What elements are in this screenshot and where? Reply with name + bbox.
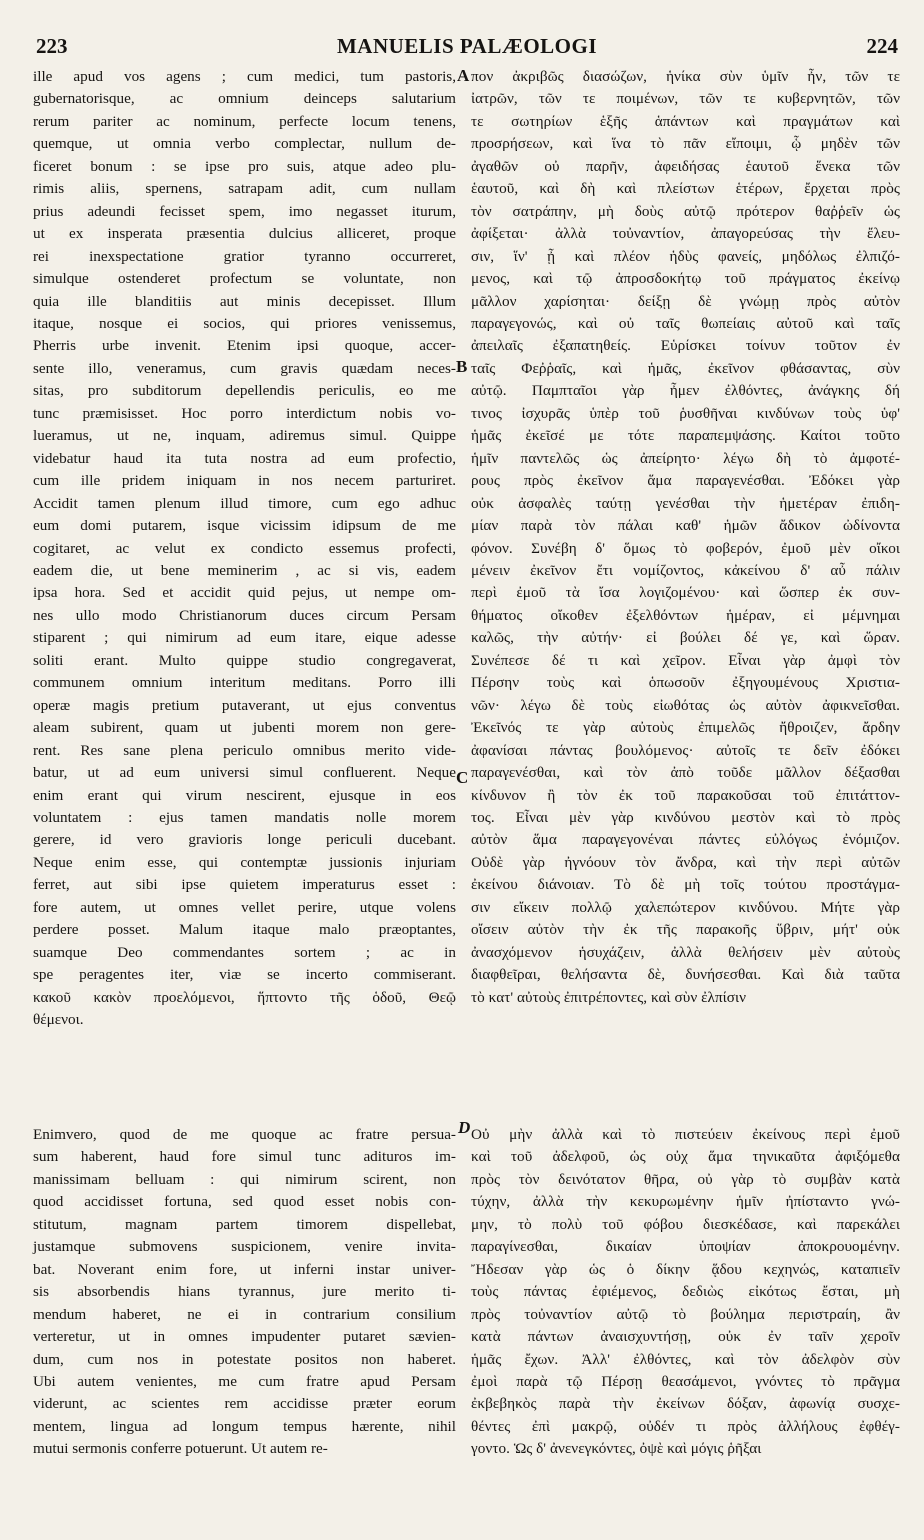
text-line: καλῶς, τὴν αὐτήν· εἰ βούλει δέ γε, καὶ ὥραν. <box>471 629 900 647</box>
text-line: τύχην, ἀλλὰ τὴν κεκυρωμένην ἡμῖν ἠπίσταντο γνώ- <box>471 1193 900 1211</box>
text-line: tunc præmisisset. Hoc porro interdictum nobis vo- <box>33 404 456 422</box>
text-line: σιν, ἵν' ᾖ καὶ πλέον ἡδὺς φανείς, μηδόλως ἐλπιζό- <box>471 247 900 265</box>
text-line: ἐκείνου διάνοιαν. Τὸ δὲ μὴ τοῖς τούτου προστάγμα- <box>471 876 900 894</box>
text-line: sis absorbendis hians tyrannus, jure merito ti- <box>33 1283 456 1301</box>
margin-letter-b: B <box>456 357 468 376</box>
text-line: Συνέπεσε δέ τι καὶ χεῖρον. Εἶναι γὰρ ἀμφὶ τὸν <box>471 651 900 669</box>
text-line: μᾶλλον χαρίσηται· δείξῃ δὲ γνώμῃ πρὸς αὐτὸν <box>471 292 900 310</box>
text-line: διαφθεῖραι, θελήσαντα δὲ, δυνήσεσθαι. Καὶ διὰ ταῦτα <box>471 966 900 984</box>
text-line: ἀφίξεται· ἀλλὰ τοὐναντίον, ἀπαγορεύσας τὴν ἔλευ- <box>471 225 900 243</box>
text-line: παραγίνεσθαι, δικαίαν ὑποψίαν ἀποκρουομένην. <box>471 1238 900 1256</box>
text-line: καὶ τοῦ ἀδελφοῦ, ὡς οὐχ ἅμα τηνικαῦτα ἀφιξόμεθα <box>471 1148 900 1166</box>
text-line: sente illo, veneramus, cum gravis quædam neces- <box>33 359 456 377</box>
text-line: enim erant qui virum nescirent, ejusque in eos <box>33 786 456 804</box>
text-line: manissimam belluam : qui nimirum scirent, non <box>33 1170 456 1188</box>
text-line: προσρήσεων, καὶ ἵνα τὸ πᾶν εἴποιμι, ᾧ μηδὲν τῶν <box>471 135 900 153</box>
text-line: eadem die, ut bene meminerim , ac si vis, eadem <box>33 561 456 579</box>
text-line: quemque, ut omnia verbo complectar, nullum de- <box>33 135 456 153</box>
text-line: quod accidisset fortuna, sed quod esset nobis con- <box>33 1193 456 1211</box>
text-line: ἰατρῶν, τῶν τε ποιμένων, τῶν τε κυβερνητῶν, τῶν <box>471 90 900 108</box>
text-line: ρους πρὸς ἐκεῖνον ἅμα παραγενέσθαι. Ἐδόκει γὰρ <box>471 472 900 490</box>
text-line: θέμενοι. <box>33 1011 84 1029</box>
text-line: κατὰ πάντων ἀναισχυντήσῃ, οὐκ ἐν ταῖν χεροῖν <box>471 1328 900 1346</box>
text-line: bat. Noverant enim fore, ut inferni instar univer- <box>33 1260 456 1278</box>
text-line: γοντο. Ὡς δ' ἀνενεγκόντες, ὀψὲ καὶ μόγις ῥῆξαι <box>471 1440 762 1458</box>
text-line: aleam subirent, quam ut jubenti morem non gere- <box>33 719 456 737</box>
text-line: κακοῦ κακὸν προελόμενοι, ἥπτοντο τῆς ὁδοῦ, Θεῷ <box>33 988 456 1006</box>
text-line: videbatur haud ita tuta nostra ad eum profectio, <box>33 449 456 467</box>
text-line: ἑαυτοῦ, καὶ δὴ καὶ πλείστων ἑτέρων, ἔρχεται πρὸς <box>471 180 900 198</box>
running-title: MANUELIS PALÆOLOGI <box>336 34 598 58</box>
text-line: μένειν ἐκεῖνον ἔτι νομίζοντος, κἀκείνου δ' αὖ πάλιν <box>471 561 900 579</box>
text-line: Οὐ μὴν ἀλλὰ καὶ τὸ πιστεύειν ἐκείνους περὶ ἐμοῦ <box>471 1126 900 1143</box>
text-line: sum haberent, haud fore simul tunc adituros im- <box>33 1148 456 1166</box>
text-line: gerere, id vero gravioris longe periculi ducebant. <box>33 831 456 849</box>
text-line: ut ex insperata præsentia dulcius alliceret, proque <box>33 225 456 243</box>
text-line: οἴσειν αὐτὸν τὴν ἐκ τῆς παρακοῆς ὕβριν, μήτ' οὐκ <box>471 921 900 939</box>
text-line: ἀνασχόμενον ἡσυχάζειν, ἀλλὰ θελήσειν μὲν αὐτοὺς <box>471 943 900 961</box>
text-line: itaque, nosque ei socios, qui priores venissemus, <box>33 314 456 332</box>
text-line: Ἤδεσαν γὰρ ὡς ὁ δίκην ᾅδου κεχηνώς, καταπιεῖν <box>471 1260 900 1278</box>
text-line: πρὸς τοὐναντίον αὐτῷ τὸ βούλημα περιστραίη, ἂν <box>471 1305 900 1323</box>
text-line: rerum pariter ac nominum, perfecte locum tenens, <box>33 112 456 130</box>
margin-letter-d: D <box>458 1118 471 1137</box>
text-line: verteretur, ut in omnes impudenter putaret sævien- <box>33 1328 456 1346</box>
text-line: σιν εἴκειν πολλῷ χαλεπώτερον κινδύνου. Μήτε γὰρ <box>471 898 900 916</box>
text-line: prius adeundi fecisset spem, imo negasset iturum, <box>33 202 456 220</box>
text-line: rimis aliis, spernens, satrapam adit, cum nullam <box>33 180 456 198</box>
text-line: ἀγαθῶν οὐ παρῆν, ἀφειδήσας ἑαυτοῦ ἕνεκα τῶν <box>471 157 900 175</box>
latin-column-top <box>33 66 456 1031</box>
text-line: Enimvero, quod de me quoque ac fratre persua- <box>33 1126 456 1143</box>
text-line: suamque Deo commendantes sortem ; ac in <box>33 943 456 961</box>
text-line: τοὺς πάντας ἐφιέμενος, δεδιὼς εἰκότως ἔσται, μὴ <box>471 1283 900 1301</box>
text-line: voluntatem : ejus tamen mandatis nolle morem <box>33 808 456 826</box>
text-line: stiparent ; qui nimirum ad eum itare, eique adesse <box>33 629 456 647</box>
text-line: ταῖς Φεῤῥαῖς, καὶ ἡμᾶς, ἐκεῖνον φθάσαντας, σὺν <box>471 359 900 377</box>
text-line: μην, τὸ πολὺ τοῦ φόβου διεσκέδασε, καὶ παρεκάλει <box>471 1215 900 1233</box>
text-line: τὸ κατ' αὐτοὺς ἐπιτρέποντες, καὶ σὺν ἐλπίσιν <box>471 988 747 1006</box>
text-line: rent. Res sane plena periculo omnibus merito vide- <box>33 741 456 759</box>
text-line: mutui sermonis conferre potuerunt. Ut autem re- <box>33 1440 328 1458</box>
text-line: quia ille blanditiis aut minis decepisset. Illum <box>33 292 456 310</box>
text-line: μενος, καὶ τῷ ἀπροσδοκήτῳ τοῦ πράγματος ἐκείνῳ <box>471 270 900 288</box>
text-line: fore autem, ut omnes vellet perire, utque volens <box>33 898 456 916</box>
text-line: οὐκ ἀσφαλὲς ταύτῃ γενέσθαι τὴν ἡμετέραν ἐπιδη- <box>471 494 900 512</box>
text-line: ἡμᾶς ἔχων. Ἀλλ' ἐλθόντες, καὶ τὸν ἀδελφὸν σὺν <box>471 1350 900 1368</box>
text-line: batur, ut ad eum universi simul confluerent. Neque <box>33 764 456 782</box>
text-line: ἡμῖν παντελῶς ὡς ἀπείρητο· λέγω δὴ τὸ ἀμφοτέ- <box>471 449 900 467</box>
text-line: soliti erant. Multo quippe studio congregaverat, <box>33 651 456 669</box>
text-line: Accidit tamen plenum illud timore, cum ego adhuc <box>33 494 456 512</box>
text-line: Pherris urbe invenit. Etenim ipsi quoque, accer- <box>33 337 456 355</box>
text-line: παραγεγονώς, καὶ οὐ ταῖς θωπείαις αὐτοῦ καὶ ταῖς <box>471 314 900 332</box>
text-line: αὐτὸν ἅμα παραγεγονέναι πάντες εὐλόγως ἐνόμιζον. <box>471 831 900 849</box>
text-line: justamque submovens suspicionem, venire invita- <box>33 1238 456 1256</box>
text-line: φόνον. Συνέβη δ' ὅμως τὸ φοβερόν, ἐμοῦ μὲν οἴκοι <box>471 539 900 557</box>
greek-column-bottom <box>471 1124 900 1461</box>
greek-column-top <box>471 66 900 1009</box>
text-line: cogitaret, ac velut ex condicto essemus profecti, <box>33 539 456 557</box>
text-line: operæ magis pretium putaverant, ut ejus conventus <box>33 696 456 714</box>
text-line: sitas, pro subditorum depellendis periculis, eo me <box>33 382 456 400</box>
text-line: Οὐδὲ γὰρ ἠγνόουν τὸν ἄνδρα, καὶ τὴν περὶ αὐτῶν <box>471 853 900 871</box>
text-line: ἐκβεβηκὸς παρὰ τὴν ἐκείνων δόξαν, ἀφωνίᾳ συσχε- <box>471 1395 900 1413</box>
text-line: gubernatorisque, ac omnium deinceps salutarium <box>33 90 456 108</box>
text-line: dum, cum nos in potestate positos non haberet. <box>33 1350 456 1368</box>
text-line: communem omnium interitum meditans. Porro illi <box>33 674 456 692</box>
text-line: cum ille pridem iniquam in nos necem parturiret. <box>33 472 456 490</box>
text-line: mentem, lingua ad longum tempus hærente, nihil <box>33 1417 456 1435</box>
text-line: ferret, aut sibi ipse quietem imperaturus esset : <box>33 876 456 894</box>
text-line: νῶν· λέγω δὲ τοὺς εἰωθότας ὡς αὐτὸν ἀφικνεῖσθαι. <box>471 696 900 714</box>
text-line: Ἐκεῖνός τε γὰρ αὐτοὺς ἐπιμελῶς ἤθροιζεν, ἄρδην <box>471 719 900 737</box>
text-line: κίνδυνον ἢ τὸν ἐκ τοῦ παρακοῦσαι τοῦ ἐπιτάττον- <box>471 786 900 804</box>
text-line: ipsa hora. Sed et accidit quid pejus, ut nempe om- <box>33 584 456 602</box>
text-line: Ubi autem venientes, me cum fratre apud Persam <box>33 1372 456 1390</box>
text-line: viderunt, ac scientes rem accidisse præter eorum <box>33 1395 456 1413</box>
text-line: perdere posset. Malum itaque malo præoptantes, <box>33 921 456 939</box>
text-line: lueramus, ut ne, inquam, adiremus simul. Quippe <box>33 427 456 445</box>
text-line: mendum haberet, ne ei in contrarium consilium <box>33 1305 456 1323</box>
margin-letter-a: A <box>457 66 470 85</box>
text-line: ἀφανίσαι πάντας βουλόμενος· αὐτοῖς τε δεῖν ἐδόκει <box>471 741 900 759</box>
text-line: τε σωτηρίων ἑξῆς ἁπάντων καὶ πραγμάτων καὶ <box>471 112 900 130</box>
text-line: θέντες ἐπὶ μακρῷ, οὐδέν τι πρὸς ἀλλήλους ἐφθέγ- <box>471 1417 900 1435</box>
text-line: ἡμᾶς ἐκεῖσέ με τότε παραπεμψάσης. Καίτοι τοῦτο <box>471 427 900 445</box>
text-line: παραγενέσθαι, καὶ τὸν ἀπὸ τοῦδε μᾶλλον δέξασθαι <box>471 764 900 782</box>
text-line: πρὸς τὸν δεινότατον θῆρα, οὐ γὰρ τὸ συμβὰν κατὰ <box>471 1170 900 1188</box>
page-number-right: 224 <box>866 34 898 58</box>
margin-letter-c: C <box>456 768 469 787</box>
text-line: spe peragentes iter, viæ se incerto commiserant. <box>33 966 456 984</box>
text-line: τινος ἰσχυρᾶς ὑπὲρ τοῦ ῥυσθῆναι κινδύνων τοὺς ὑφ' <box>471 404 900 422</box>
text-line: ille apud vos agens ; cum medici, tum pastoris, <box>33 68 456 85</box>
text-line: ἐμοὶ παρὰ τῷ Πέρσῃ θεασάμενοι, γνόντες τὸ πρᾶγμα <box>471 1372 900 1390</box>
text-line: τὸν σατράπην, μὴ δοὺς αὐτῷ πρότερον θαῤῥεῖν ὡς <box>471 202 900 220</box>
text-line: ficeret bonum : se ipse pro suis, atque adeo plu- <box>33 157 456 175</box>
text-line: rei inexspectatione gratior tyranno occurreret, <box>33 247 456 265</box>
text-line: Neque enim esse, qui contemptæ jussionis injuriam <box>33 853 456 871</box>
latin-column-bottom <box>33 1124 456 1461</box>
text-line: eum domi putarem, isque vicissim idipsum de me <box>33 517 456 535</box>
running-header <box>36 34 898 64</box>
page-number-left: 223 <box>36 34 68 58</box>
text-line: θήματος οἴκοθεν ἐξελθόντων ἡμέραν, εἰ μέμνημαι <box>471 606 900 624</box>
text-line: Πέρσην τοὺς καὶ ὁπωσοῦν ἐξηγουμένους Χριστια- <box>471 674 900 692</box>
text-line: μίαν παρὰ τὸν πάλαι καθ' ἡμῶν ἄδικον ὠδίνοντα <box>471 517 900 535</box>
text-line: αὐτῷ. Παμπταῖοι γὰρ ἦμεν ἐλθόντες, ἀνάγκης δή <box>471 382 900 400</box>
text-line: περὶ ἐμοῦ τὰ ἴσα λογιζομένου· καὶ ὥσπερ ἐκ συν- <box>471 584 900 602</box>
text-line: πον ἀκριβῶς διασώζων, ἡνίκα σὺν ὑμῖν ἦν, τῶν τε <box>471 68 900 85</box>
text-line: τος. Εἶναι μὲν γὰρ κινδύνου μεστὸν καὶ τὸ πρὸς <box>471 808 900 826</box>
text-line: simulque ostenderet profectum se voluntate, non <box>33 270 456 288</box>
text-line: stitutum, magnam partem timorem dispellebat, <box>33 1215 456 1233</box>
text-line: nes ullo modo Christianorum duces circum Persam <box>33 606 456 624</box>
text-line: ἀπειλαῖς ἐξαπατηθείς. Εὑρίσκει τοίνυν τοῦτον ἐν <box>471 337 900 355</box>
